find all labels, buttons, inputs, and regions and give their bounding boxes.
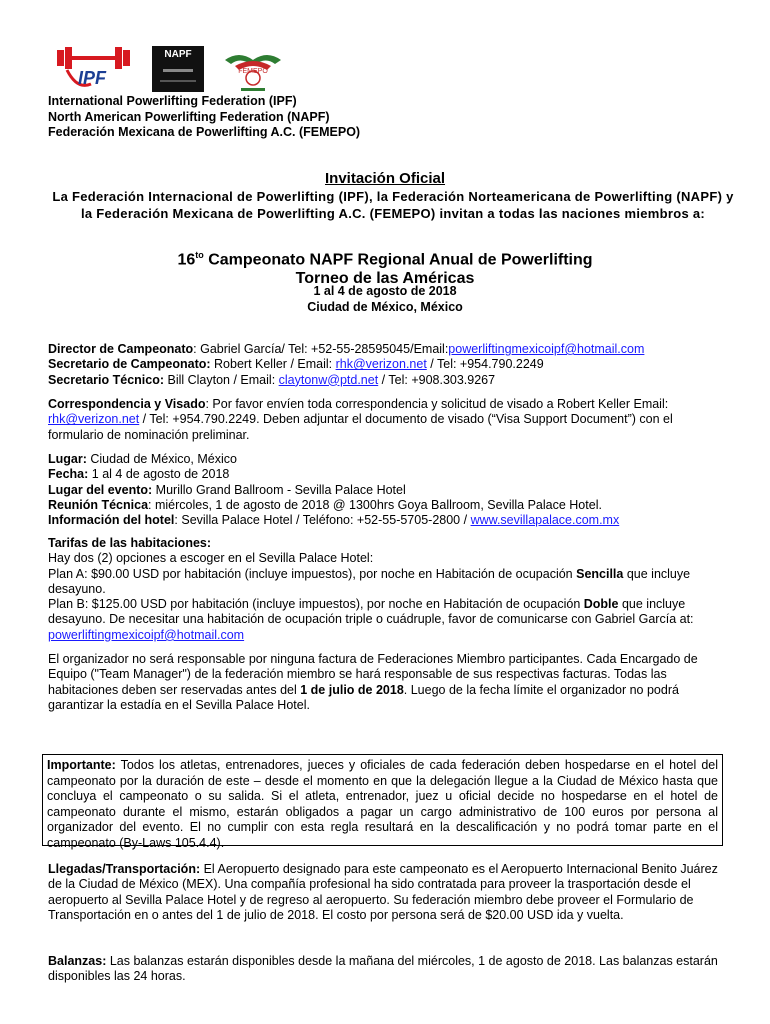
championship-suffix: to [195,250,204,260]
napf-logo-text: NAPF [164,49,192,60]
visa-text: : Por favor envíen toda correspondencia y solicitud de visado a Robert Keller Email: [205,397,669,411]
director-label: Director de Campeonato [48,342,194,356]
place-line [48,452,728,467]
plan-b [48,597,728,643]
venue-value: Murillo Grand Ballroom - Sevilla Palace Hotel [152,482,406,497]
scales-label: Balanzas: [48,954,107,968]
plan-b-end: que incluye desayuno. De necesitar una habitación de ocupación triple o cuádruple, favor de comunicarse con Gabriel García at: [48,597,694,627]
organizer-deadline: 1 de julio de 2018 [300,682,404,697]
arrivals-section [48,862,728,923]
date-label: Fecha: [48,467,89,482]
org-femepo: Federación Mexicana de Powerlifting A.C. (FEMEPO) [48,125,361,139]
organizer-text: El organizador no será responsable por ninguna factura de Federaciones Miembro participantes. Cada Encargado de Equipo ("Team Manager") de la federación miembro se hará responsable de sus respectivas facturas. Todas las habitaciones deben ser reservadas antes del [48,652,698,697]
rates-section [48,536,728,643]
napf-logo [152,46,204,92]
arrivals-label: Llegadas/Transportación: [48,862,201,876]
date-value: 1 al 4 de agosto de 2018 [88,467,230,482]
championship-subtitle: Torneo de las Américas [295,270,475,288]
rates-email-link[interactable]: powerliftingmexicoipf@hotmail.com [48,627,245,642]
technical-email-link[interactable]: claytonw@ptd.net [278,372,379,387]
meeting-label: Reunión Técnica [48,497,149,512]
contacts-section [48,342,728,388]
place-label: Lugar: [48,452,87,466]
technical-label: Secretario Técnico: [48,372,165,387]
secretary-tel: / Tel: +954.790.2249 [426,357,544,372]
technical-tel: / Tel: +908.303.9267 [378,372,496,387]
plan-a-text: Plan A: $90.00 USD por habitación (incluye impuestos), por noche en Habitación de ocupación [48,566,577,581]
hotel-label: Información del hotel [48,513,175,528]
championship-dates [0,284,770,315]
page-title: Invitación Oficial [324,170,446,187]
organizer-text-end: . Luego de la fecha límite el organizador no podrá garantizar la estadía en el Sevilla Palace Hotel. [48,682,679,712]
femepo-logo [221,46,285,94]
plan-a-end: que incluye desayuno. [48,566,691,596]
technical-text: Bill Clayton / Email: [164,372,279,387]
technical-line [48,373,728,388]
organizations-list [48,94,360,141]
director-line [48,342,728,357]
ipf-logo-text: IPF [78,68,107,88]
plan-b-text: Plan B: $125.00 USD por habitación (incluye impuestos), por noche en Habitación de ocupación [48,597,584,612]
secretary-line [48,357,728,372]
rates-intro: Hay dos (2) opciones a escoger en el Sevilla Palace Hotel: [48,551,374,566]
rates-label: Tarifas de las habitaciones: [48,536,212,550]
plan-a-bold: Sencilla [576,566,624,581]
scales-section [48,954,728,985]
visa-text-end: / Tel: +954.790.2249. Deben adjuntar el documento de visado (“Visa Support Document”) con el formulario de nominación preliminar. [48,412,673,442]
visa-label: Correspondencia y Visado [48,397,206,411]
hotel-line [48,513,728,528]
championship-date: 1 al 4 de agosto de 2018 [313,284,457,298]
visa-section [48,397,728,443]
plan-b-bold: Doble [583,597,619,612]
secretary-email-link[interactable]: rhk@verizon.net [335,357,427,372]
championship-name: Campeonato NAPF Regional Anual de Powerlifting [203,251,593,269]
secretary-label: Secretario de Campeonato: [48,357,211,372]
plan-a [48,567,728,598]
important-text: Todos los atletas, entrenadores, jueces y oficiales de cada federación deben hospedarse en el hotel del campeonato por la duración de este – desde el momento en que la delegación llegue a la Ciudad de México hasta que concluya el campeonato o su salida. Si el atleta, entrenador, juez u oficial decide no hospedarse en el hotel de campeonato durante el mismo, estarán obligados a pagar un cargo administrativo de 100 euros por persona al organizador del evento. El no cumplir con esta regla resultará en la descalificación y no podrá tomar parte en el campeonato (By-Laws 105.4.4). [47,758,718,850]
important-label: Importante: [47,758,116,772]
details-section [48,452,728,528]
meeting-line [48,498,728,513]
championship-city: Ciudad de México, México [307,299,463,314]
venue-label: Lugar del evento: [48,482,153,497]
femepo-logo-text: FEMEPO [238,68,268,75]
important-box [42,754,723,850]
venue-line [48,483,728,498]
hotel-website-link[interactable]: www.sevillapalace.com.mx [470,513,620,528]
visa-email-link[interactable]: rhk@verizon.net [48,412,140,427]
secretary-text: Robert Keller / Email: [210,357,336,372]
arrivals-text: El Aeropuerto designado para este campeonato es el Aeropuerto Internacional Benito Juárez de la Ciudad de México (MEX). Una compañía profesional ha sido contratada para proveer la trasportación desde el aeropuerto al Sevilla Palace Hotel y de regreso al aeropuerto. Su federación miembro debe proveer el Formulario de Transportación en o antes del 1 de julio de 2018. El costo por persona será de $20.00 USD ida y vuelta. [48,862,718,922]
championship-heading [0,246,770,288]
org-napf: North American Powerlifting Federation (NAPF) [48,109,330,124]
director-text: : Gabriel García/ Tel: +52-55-28595045/Email: [193,342,449,356]
championship-number: 16 [177,251,196,269]
intro-text: La Federación Internacional de Powerlifting (IPF), la Federación Norteamericana de Powerlifting (NAPF) y la Federación Mexicana de Powerlifting A.C. (FEMEPO) invitan a todas las naciones miembros a: [52,189,734,221]
org-ipf: International Powerlifting Federation (IPF) [48,94,297,108]
place-value: Ciudad de México, México [86,452,237,466]
date-line [48,467,728,482]
meeting-value: : miércoles, 1 de agosto de 2018 @ 1300hrs Goya Ballroom, Sevilla Palace Hotel. [148,497,602,512]
organizer-section [48,652,728,713]
hotel-value: : Sevilla Palace Hotel / Teléfono: +52-55-5705-2800 / [174,513,471,528]
scales-text: Las balanzas estarán disponibles desde la mañana del miércoles, 1 de agosto de 2018. Las balanzas estarán disponibles las 24 horas. [48,954,718,984]
director-email-link[interactable]: powerliftingmexicoipf@hotmail.com [448,342,645,356]
